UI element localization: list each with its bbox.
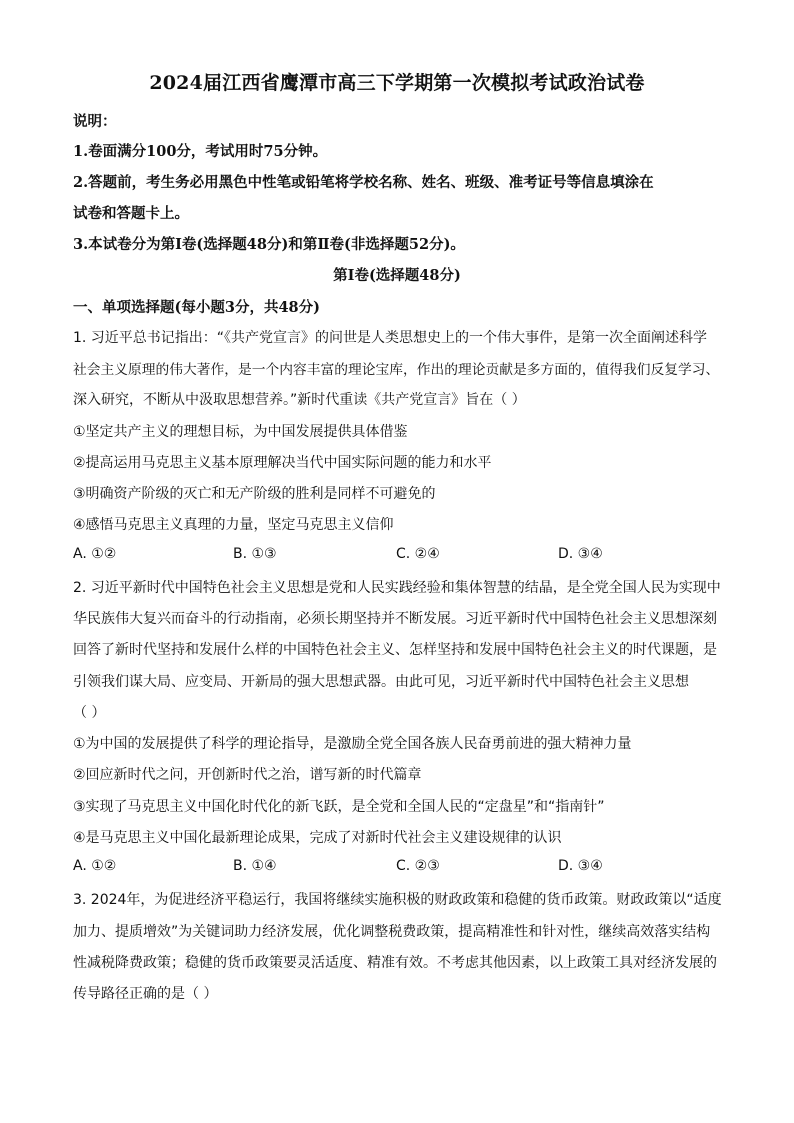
question-3-stem-line: 性减税降费政策；稳健的货币政策要灵活适度、精准有效。不考虑其他因素，以上政策工具对经济发展的 — [73, 955, 717, 971]
question-1-option-a: A. ①② — [73, 546, 117, 562]
question-2-statement-4: ④是马克思主义中国化最新理论成果，完成了对新时代社会主义建设规律的认识 — [73, 830, 562, 846]
question-1-stem-line: 1. 习近平总书记指出：“《共产党宣言》的问世是人类思想史上的一个伟大事件，是第一次全面阐述科学 — [73, 330, 708, 346]
exam-title: 2024届江西省鹰潭市高三下学期第一次模拟考试政治试卷 — [149, 72, 645, 94]
question-2-statement-3: ③实现了马克思主义中国化时代化的新飞跃，是全党和全国人民的“定盘星”和“指南针” — [73, 799, 605, 815]
question-1-statement-1: ①坚定共产主义的理想目标，为中国发展提供具体借鉴 — [73, 424, 408, 440]
question-2-option-d: D. ③④ — [558, 858, 603, 874]
question-2-stem-line: 回答了新时代坚持和发展什么样的中国特色社会主义、怎样坚持和发展中国特色社会主义的时代课题，是 — [73, 642, 717, 658]
question-2-option-c: C. ②③ — [396, 858, 440, 874]
question-2-option-b: B. ①④ — [233, 858, 277, 874]
question-3-stem-line: 3. 2024年，为促进经济平稳运行，我国将继续实施积极的财政政策和稳健的货币政策。财政政策以“适度 — [73, 892, 722, 908]
question-1-option-c: C. ②④ — [396, 546, 440, 562]
question-2-statement-1: ①为中国的发展提供了科学的理论指导，是激励全党全国各族人民奋勇前进的强大精神力量 — [73, 736, 632, 752]
instruction-2-cont: 试卷和答题卡上。 — [73, 205, 189, 222]
instruction-1: 1.卷面满分100分，考试用时75分钟。 — [73, 143, 328, 160]
question-2-statement-2: ②回应新时代之问，开创新时代之治，谱写新的时代篇章 — [73, 767, 422, 783]
part1-heading: 第Ⅰ卷(选择题48分) — [333, 267, 461, 284]
question-1-statement-2: ②提高运用马克思主义基本原理解决当代中国实际问题的能力和水平 — [73, 455, 492, 471]
question-1-option-d: D. ③④ — [558, 546, 603, 562]
question-2-stem-line: 2. 习近平新时代中国特色社会主义思想是党和人民实践经验和集体智慧的结晶，是全党全国人民为实现中 — [73, 580, 721, 596]
question-1-statement-4: ④感悟马克思主义真理的力量，坚定马克思主义信仰 — [73, 517, 394, 533]
question-1-statement-3: ③明确资产阶级的灭亡和无产阶级的胜利是同样不可避免的 — [73, 486, 436, 502]
question-1-stem-line: 社会主义原理的伟大著作，是一个内容丰富的理论宝库，作出的理论贡献是多方面的，值得我们反复学习、 — [73, 362, 720, 378]
question-2-stem-line: 华民族伟大复兴而奋斗的行动指南，必须长期坚持并不断发展。习近平新时代中国特色社会主义思想深刻 — [73, 611, 717, 627]
question-3-stem-line: 加力、提质增效”为关键词助力经济发展，优化调整税费政策，提高精准性和针对性，继续高效落实结构 — [73, 924, 711, 940]
instruction-2: 2.答题前，考生务必用黑色中性笔或铅笔将学校名称、姓名、班级、准考证号等信息填涂在 — [73, 174, 654, 191]
instruction-3: 3.本试卷分为第Ⅰ卷(选择题48分)和第Ⅱ卷(非选择题52分)。 — [73, 236, 465, 253]
question-2-stem-line: （ ） — [73, 705, 106, 721]
question-1-option-b: B. ①③ — [233, 546, 277, 562]
question-1-stem-line: 深入研究，不断从中汲取思想营养。”新时代重读《共产党宣言》旨在（ ） — [73, 392, 526, 408]
question-3-stem-line: 传导路径正确的是（ ） — [73, 986, 218, 1002]
question-2-stem-line: 引领我们谋大局、应变局、开新局的强大思想武器。由此可见，习近平新时代中国特色社会主义思想 — [73, 674, 689, 690]
section1-heading: 一、单项选择题(每小题3分，共48分) — [73, 299, 320, 316]
instructions-heading: 说明： — [73, 113, 117, 130]
question-2-option-a: A. ①② — [73, 858, 117, 874]
